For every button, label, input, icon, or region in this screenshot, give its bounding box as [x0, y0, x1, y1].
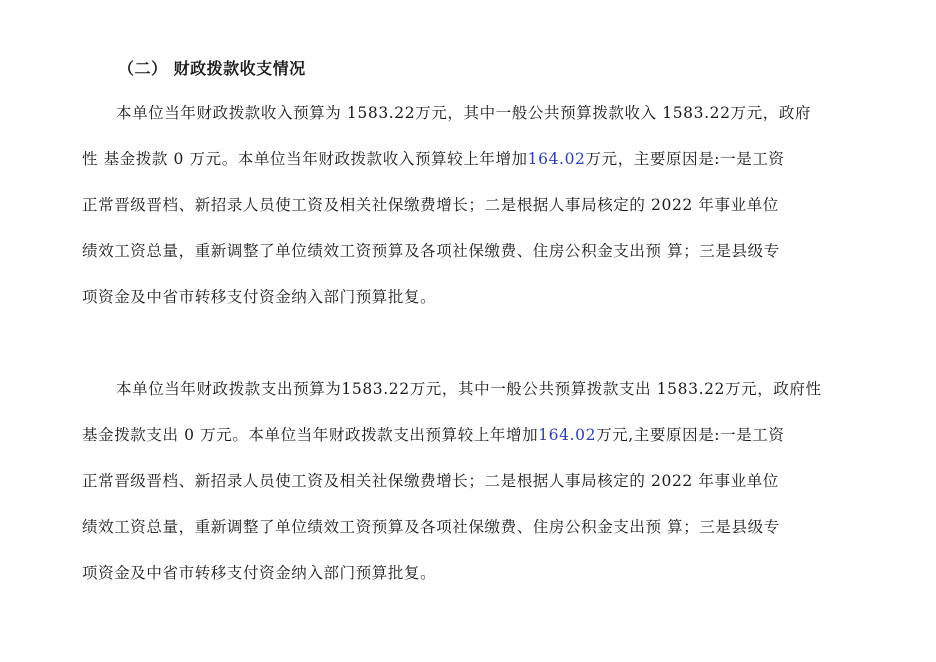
- line-text: 项资金及中省市转移支付资金纳入部门预算批复。: [82, 288, 437, 306]
- line-text: 性 基金拨款 0 万元。本单位当年财政拨款收入预算较上年增加: [82, 150, 528, 168]
- line-text: 本单位当年财政拨款支出预算为1583.22万元，其中一般公共预算拨款支出 1583.22万元，政府性: [116, 380, 822, 398]
- highlighted-amount: 164.02: [538, 426, 597, 444]
- line-text: 万元,主要原因是:一是工资: [596, 426, 785, 444]
- paragraph-line: [82, 562, 858, 608]
- line-text: 绩效工资总量，重新调整了单位绩效工资预算及各项社保缴费、住房公积金支出预 算；三是县级专: [82, 242, 780, 260]
- paragraph-line: [82, 470, 858, 516]
- paragraph-line: [82, 102, 858, 148]
- line-text: 万元，主要原因是:一是工资: [585, 150, 785, 168]
- line-text: 正常晋级晋档、新招录人员使工资及相关社保缴费增长；二是根据人事局核定的 2022 年事业单位: [82, 196, 779, 214]
- line-text: 绩效工资总量，重新调整了单位绩效工资预算及各项社保缴费、住房公积金支出预 算；三是县级专: [82, 518, 780, 536]
- line-text: 正常晋级晋档、新招录人员使工资及相关社保缴费增长；二是根据人事局核定的 2022 年事业单位: [82, 472, 779, 490]
- line-text: 基金拨款支出 0 万元。本单位当年财政拨款支出预算较上年增加: [82, 426, 539, 444]
- paragraph-line: [82, 148, 858, 194]
- line-text: 本单位当年财政拨款收入预算为 1583.22万元，其中一般公共预算拨款收入 1583.22万元，政府: [116, 104, 812, 122]
- paragraph-revenue: [82, 102, 858, 332]
- paragraph-line: [82, 286, 858, 332]
- paragraph-line: [82, 424, 858, 470]
- paragraph-line: [82, 194, 858, 240]
- section-heading: （二） 财政拨款收支情况: [118, 59, 306, 78]
- paragraph-line: [82, 378, 858, 424]
- paragraph-line: [82, 240, 858, 286]
- highlighted-amount: 164.02: [527, 150, 586, 168]
- paragraph-expenditure: [82, 378, 858, 608]
- line-text: 项资金及中省市转移支付资金纳入部门预算批复。: [82, 564, 437, 582]
- paragraph-line: [82, 516, 858, 562]
